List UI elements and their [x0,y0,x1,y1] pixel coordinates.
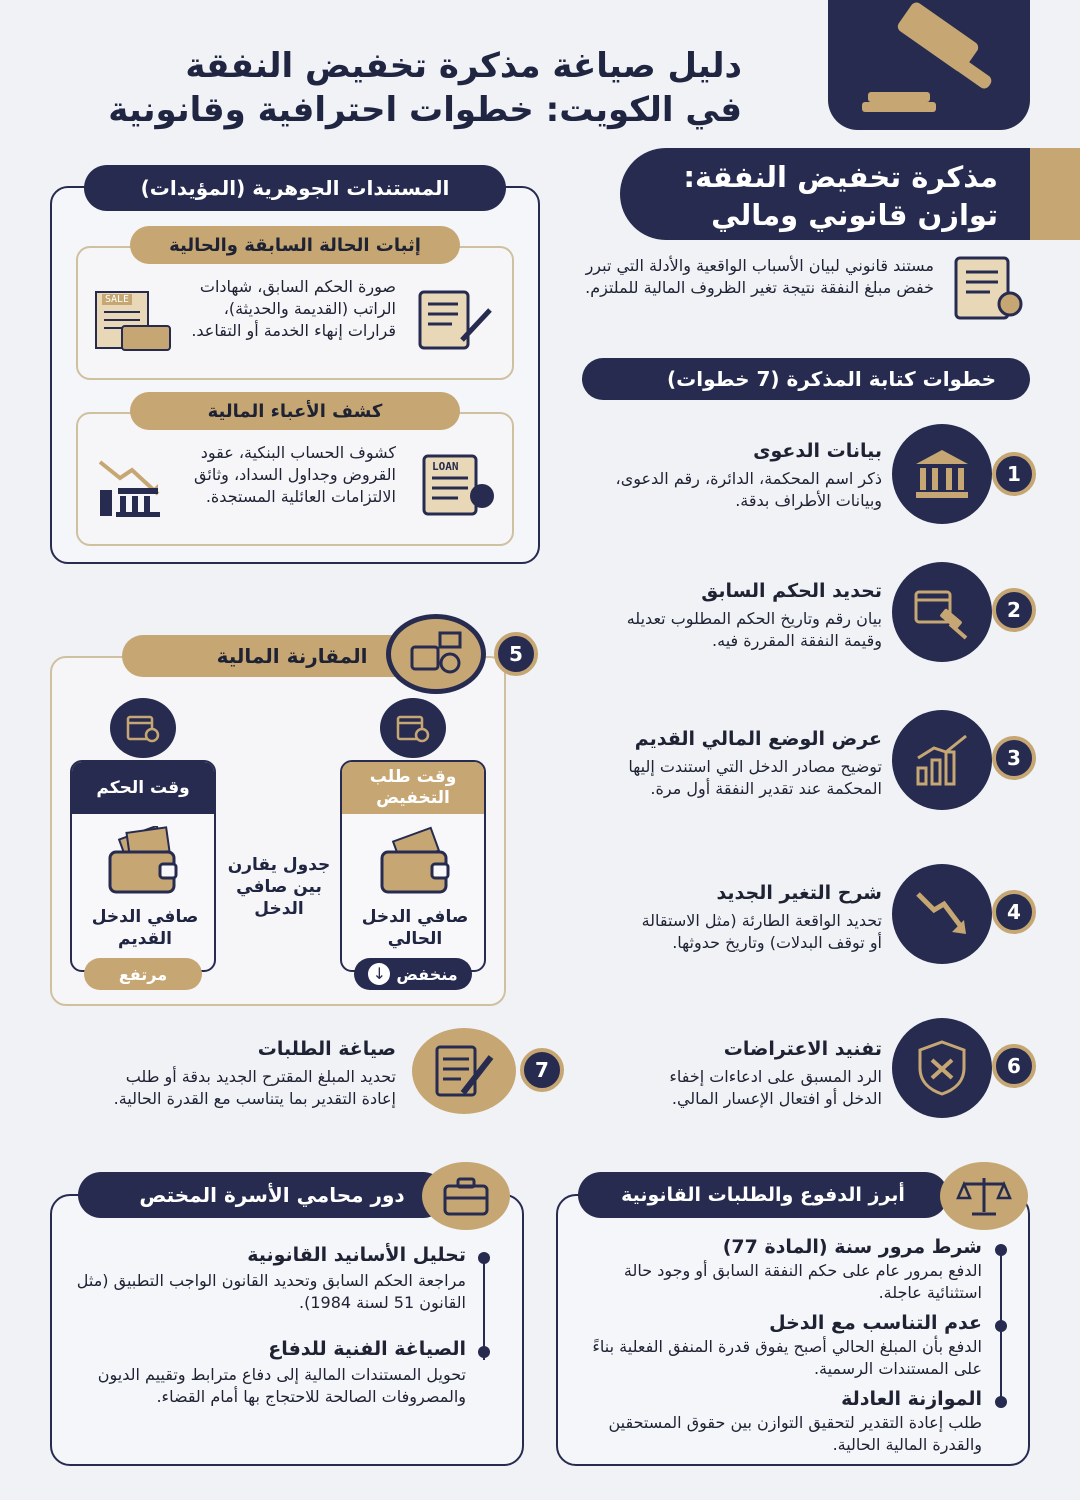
lawyer-item-1-text: مراجعة الحكم السابق وتحديد القانون الواجب التطبيق (مثل القانون 51 لسنة 1984). [76,1271,466,1312]
document-seal-icon [952,256,1028,324]
old-header-text: وقت الحكم [96,778,190,798]
defense-bullet [995,1320,1007,1332]
gavel-badge [828,0,1030,130]
page-title [42,44,742,132]
defenses-title: أبرز الدفوع والطلبات القانونية [621,1184,905,1206]
step-2-number: 2 [992,588,1036,632]
pen-document-icon [412,1028,516,1114]
title-line-1: دليل صياغة مذكرة تخفيض النفقة [185,46,742,86]
documents-title: المستندات الجوهرية (المؤيدات) [140,176,450,200]
low-badge [354,958,472,990]
comparison-header [122,635,422,677]
old-header [72,762,214,814]
wallet-chart-icon [386,614,486,694]
lawyer-bullet [478,1252,490,1264]
calendar-icon [110,698,176,758]
calendar-icon [380,698,446,758]
proof-text: صورة الحكم السابق، شهادات الراتب (القديمة والحديثة)، قرارات إنهاء الخدمة أو التقاعد. [191,277,396,340]
lawyer-bullet [478,1346,490,1358]
defenses-header [578,1172,948,1218]
defense-bullet [995,1244,1007,1256]
old-income-card [70,760,216,972]
step-3-number: 3 [992,736,1036,780]
loan-document-icon [420,452,500,518]
courthouse-icon [892,424,992,524]
comparison-middle-text: جدول يقارن بين صافي الدخل [227,855,331,919]
step-1-number: 1 [992,452,1036,496]
high-badge [84,958,202,990]
step-7-number: 7 [520,1048,564,1092]
old-income-label: صافي الدخل القديم [91,907,199,949]
wallet-icon [376,826,456,896]
lawyer-item-2 [96,1338,466,1408]
step-4 [632,882,882,954]
step-3 [612,728,882,800]
current-header-text: وقت طلب التخفيض [369,767,457,808]
memo-description: مستند قانوني لبيان الأسباب الواقعية والأدلة التي تبرر خفض مبلغ النفقة نتيجة تغير الظروف المالية للملتزم. [585,256,934,297]
defense-bullet [995,1396,1007,1408]
down-arrow-chart-icon [892,864,992,964]
card-icon [122,326,170,350]
memo-banner [620,148,1030,240]
defense-item-3-title: الموازنة العادلة [841,1388,982,1410]
step-4-title: شرح التغير الجديد [716,882,882,904]
defense-item-2 [572,1312,982,1380]
title-line-2: في الكويت: خطوات احترافية وقانونية [108,90,742,130]
step-4-text: تحديد الواقعة الطارئة (مثل الاستقالة أو توقف البدلات) وتاريخ حدوثها. [641,911,882,952]
burdens-text: كشوف الحساب البنكية، عقود القروض وجداول السداد، وثائق الالتزامات العائلية المستجدة. [194,443,396,506]
step-7 [96,1038,396,1110]
proof-title: إثبات الحالة السابقة والحالية [169,234,421,256]
lawyer-header [78,1172,446,1218]
defense-item-2-title: عدم التناسب مع الدخل [769,1312,982,1334]
step-4-number: 4 [992,890,1036,934]
lawyer-box [50,1194,524,1466]
lawyer-item-1-title: تحليل الأسانيد القانونية [247,1244,466,1266]
steps-header [582,358,1030,400]
briefcase-icon [422,1162,510,1230]
step-5-number: 5 [494,632,538,676]
falling-chart-icon [92,454,176,520]
burdens-title: كشف الأعباء المالية [207,400,383,422]
scales-icon [940,1162,1028,1230]
lawyer-item-1 [76,1244,466,1314]
step-6-title: تفنيد الاعتراضات [723,1038,882,1060]
step-6-text: الرد المسبق على ادعاءات إخفاء الدخل أو افتعال الإعسار المالي. [669,1067,882,1108]
calendar-gavel-icon [892,562,992,662]
step-3-text: توضيح مصادر الدخل التي استندت إليها المحكمة عند تقدير النفقة أول مرة. [628,757,882,798]
receipt-label: SALE [102,294,132,305]
signed-document-icon [412,288,496,352]
step-2-text: بيان رقم وتاريخ الحكم المطلوب تعديله وقيمة النفقة المقررة فيه. [626,609,882,650]
loan-label: LOAN [432,460,459,473]
step-1-text: ذكر اسم المحكمة، الدائرة، رقم الدعوى، وبيانات الأطراف بدقة. [615,469,882,510]
lawyer-item-2-text: تحويل المستندات المالية إلى دفاع مترابط وتقييم الديون والمصروفات الصالحة للاحتجاج بها أمام القضاء. [97,1365,466,1406]
step-7-title: صياغة الطلبات [257,1038,396,1060]
lawyer-title: دور محامي الأسرة المختص [139,1183,405,1207]
current-income-card [340,760,486,972]
lawyer-item-2-title: الصياغة الفنية للدفاع [268,1338,466,1360]
defense-item-3-text: طلب إعادة التقدير لتحقيق التوازن بين حقوق المستحقين والقدرة المالية الحالية. [608,1413,982,1454]
step-2-title: تحديد الحكم السابق [701,580,882,602]
steps-title: خطوات كتابة المذكرة (7 خطوات) [667,367,996,391]
down-arrow-icon: ↓ [368,963,390,985]
current-income-label: صافي الدخل الحالي [361,907,469,949]
step-2 [592,580,882,652]
high-badge-text: مرتفع [118,964,168,984]
growth-chart-icon [892,710,992,810]
documents-header [84,165,506,211]
step-1-title: بيانات الدعوى [753,440,882,462]
defense-item-2-text: الدفع بأن المبلغ الحالي أصبح يفوق قدرة المنفق الفعلية بناءً على المستندات الرسمية. [592,1337,982,1378]
defense-item-1 [602,1236,982,1304]
burdens-header [130,392,460,430]
gavel-icon [828,0,1030,130]
defense-item-1-text: الدفع بمرور عام على حكم النفقة السابق أو وجود حالة استثنائية عاجلة. [623,1261,982,1302]
wallet-icon [104,826,184,896]
step-5-title: المقارنة المالية [216,644,368,668]
step-6 [642,1038,882,1110]
step-7-text: تحديد المبلغ المقترح الجديد بدقة أو طلب إعادة التقدير بما يتناسب مع القدرة الحالية. [113,1067,396,1108]
proof-header [130,226,460,264]
step-3-title: عرض الوضع المالي القديم [634,728,882,750]
receipt-icon [92,288,176,354]
defense-item-1-title: شرط مرور سنة (المادة 77) [722,1236,982,1258]
step-1 [602,440,882,512]
shield-x-icon [892,1018,992,1118]
memo-title-2: توازن قانوني ومالي [711,198,998,232]
step-6-number: 6 [992,1044,1036,1088]
low-badge-text: منخفض [396,964,458,984]
defense-item-3 [602,1388,982,1456]
current-header [342,762,484,814]
memo-title-1: مذكرة تخفيض النفقة: [683,160,998,194]
